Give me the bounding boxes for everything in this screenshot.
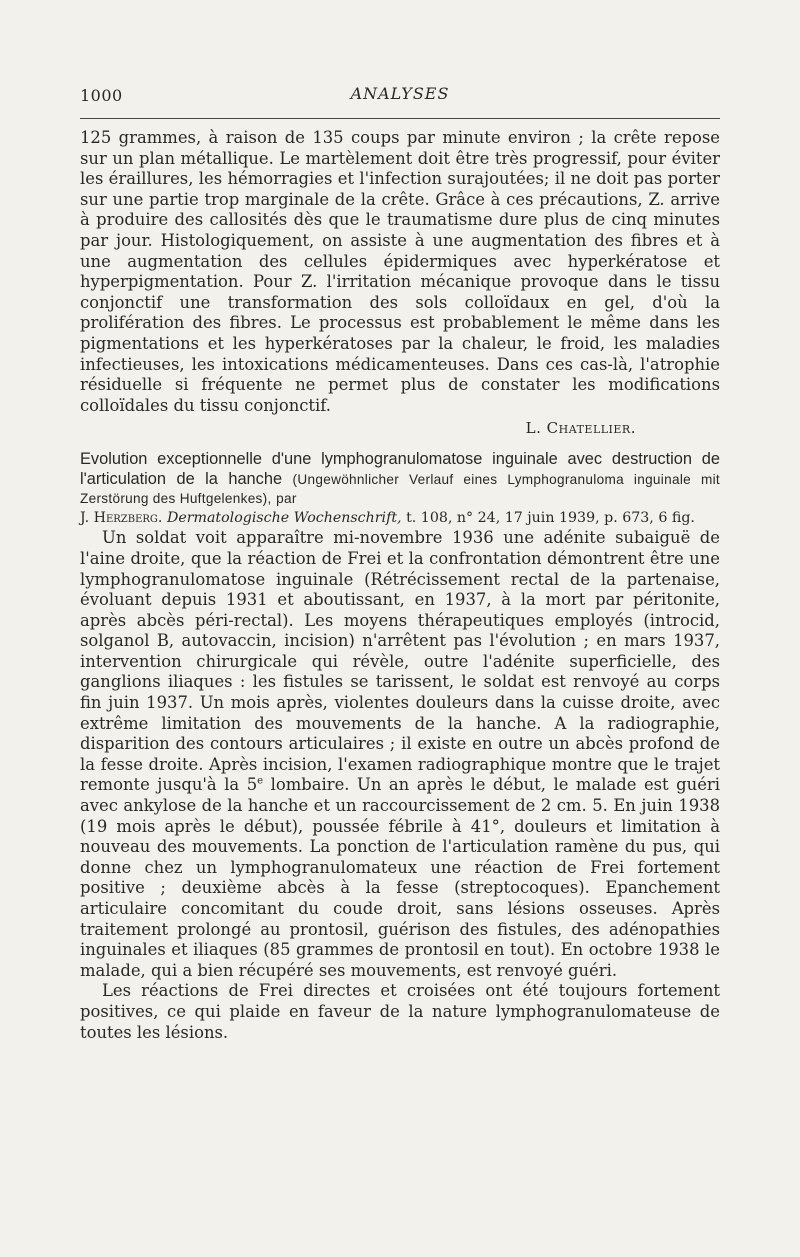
author-name: Herzberg. [93,509,163,526]
review-signature [80,418,720,438]
page-header [80,80,720,110]
page-body [80,128,720,1043]
entry-paragraph-2: Les réactions de Frei directes et croisées ont été toujours fortement positives, ce qui plaide en faveur de la nature lymphogranulomateuse de toutes les lésions. [80,981,720,1042]
review-continuation-paragraph: 125 grammes, à raison de 135 coups par minute environ ; la crête repose sur un plan métallique. Le martèlement doit être très progressif, pour éviter les éraillures, les hémorragies et l'infection surajoutées; il ne doit pas porter sur une partie trop marginale de la crête. Grâce à ces précautions, Z. arrive à produire des callosités dès que le traumatisme dure plus de cinq minutes par jour. Histologiquement, on assiste à une augmentation des fibres et à une augmentation des cellules épidermiques avec hyperkératose et hyperpigmentation. Pour Z. l'irritation mécanique provoque dans le tissu conjonctif une transformation des sols colloïdaux en gel, d'où la prolifération des fibres. Le processus est probablement le même dans les pigmentations et les hyperkératoses par la chaleur, le froid, les maladies infectieuses, les intoxications médicamenteuses. Dans ces cas-là, l'atrophie résiduelle si fréquente ne permet plus de constater les modifications colloïdales du tissu conjonctif. [80,128,720,415]
header-rule [80,118,720,119]
signature-initial: L. [525,419,547,438]
journal-name: Dermatologische Wochenschrift, [166,509,402,526]
entry-reference [80,509,720,529]
ordinal-superscript: e [257,775,264,787]
signature-name: Chatellier. [546,419,636,438]
page-number: 1000 [80,86,123,105]
running-title: ANALYSES [350,84,450,103]
entry-heading [80,450,720,509]
entry-paragraph-1-text: Un soldat voit apparaître mi-novembre 1936 une adénite subaiguë de l'aine droite, que la réaction de Frei et la confrontation démontrent être une lymphogranulomatose inguinale (Rétrécissement rectal de la partenaise, évoluant depuis 1931 et aboutissant, en 1937, à la mort par péritonite, après abcès péri-rectal). Les moyens thérapeutiques employés (introcid, solganol B, autovaccin, incision) n'arrêtent pas l'évolution ; en mars 1937, intervention chirurgicale qui révèle, outre l'adénite superficielle, des ganglions iliaques : les fistules se tarissent, le soldat est renvoyé au corps fin juin 1937. Un mois après, violentes douleurs dans la cuisse droite, avec extrême limitation des mouvements de la hanche. A la radiographie, disparition des contours articulaires ; il existe en outre un abcès profond de la fesse droite. Après incision, l'examen radiographique montre que le trajet remonte jusqu'à la 5 [80,528,720,795]
entry-original-title: (Ungewöhnlicher Verlauf eines Lymphogranuloma inguinale mit Zerstörung des Huftgelenkes), [80,471,720,507]
reference-details: t. 108, n° 24, 17 juin 1939, p. 673, 6 fig. [406,509,695,526]
entry-par: par [276,491,297,507]
author-initial: J. [80,509,94,526]
entry-paragraph-1 [80,528,720,981]
entry-paragraph-1-continuation: lombaire. Un an après le début, le malade est guéri avec ankylose de la hanche et un raccourcissement de 2 cm. 5. En juin 1938 (19 mois après le début), poussée fébrile à 41°, douleurs et limitation à nouveau des mouvements. La ponction de l'articulation ramène du pus, qui donne chez un lymphogranulomateux une réaction de Frei fortement positive ; deuxième abcès à la fesse (streptocoques). Epanchement articulaire concomitant du coude droit, sans lésions osseuses. Après traitement prolongé au prontosil, guérison des fistules, des adénopathies inguinales et iliaques (85 grammes de prontosil en tout). En octobre 1938 le malade, qui a bien récupéré ses mouvements, est renvoyé guéri. [80,775,720,980]
entry-title: Evolution exceptionnelle d'une lymphogranulomatose inguinale avec destruction de l'articulation de la hanche [80,450,720,488]
